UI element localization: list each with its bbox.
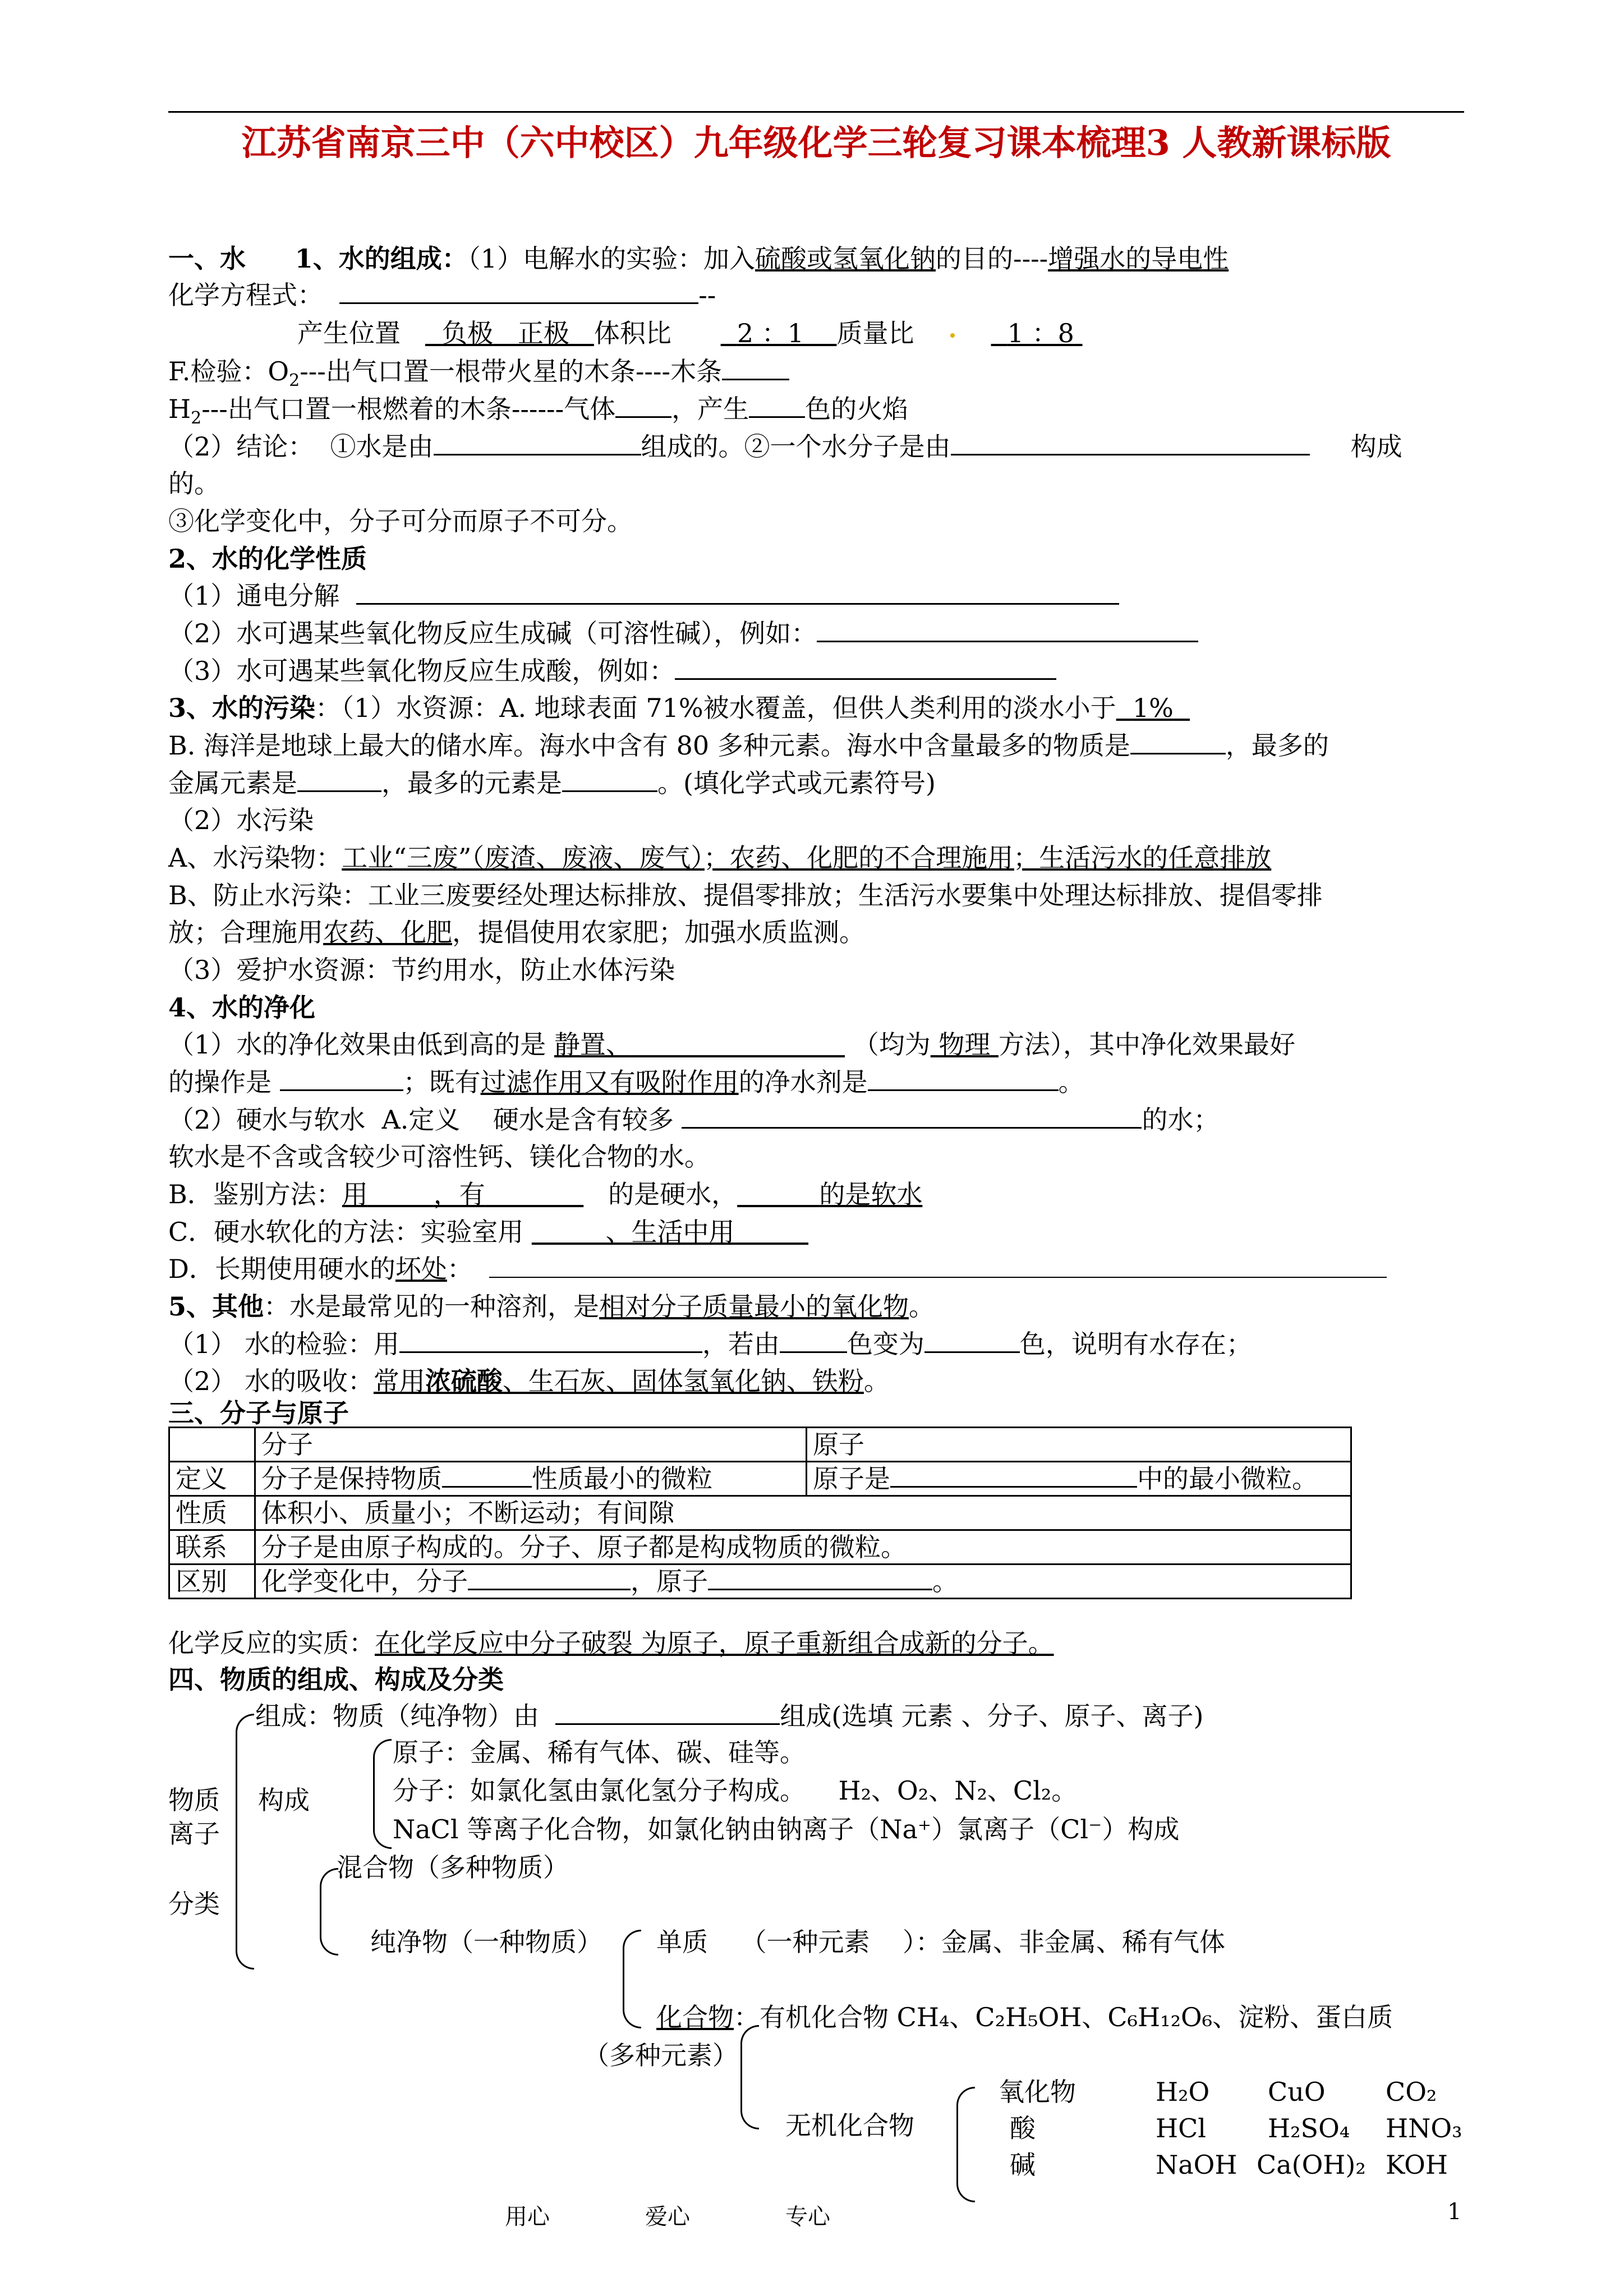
brace-classify: [320, 1868, 338, 1955]
table-row: 性质 体积小、质量小；不断运动；有间隙: [169, 1496, 1351, 1530]
line-7: 的。: [168, 468, 220, 499]
c-wuzhi: 物质: [168, 1785, 220, 1815]
heading-5: 四、物质的组成、构成及分类: [168, 1664, 504, 1695]
line-15: （2）水污染: [168, 805, 314, 835]
c-line-10: 无机化合物: [785, 2110, 914, 2141]
line-30: 化学反应的实质：在化学反应中分子破裂 为原子，原子重新组合成新的分子。: [168, 1628, 1054, 1658]
c-line-6: 纯净物（一种物质）: [370, 1927, 602, 1957]
heading-3: 三、分子与原子: [168, 1398, 349, 1428]
page-number: 1: [1447, 2199, 1462, 2225]
heading-4: 4、水的净化: [168, 992, 316, 1023]
line-4: F.检验：$O_2---$出气口置一根带火星的木条----木条: [168, 355, 789, 397]
line-11: （3）水可遇某些氧化物反应生成酸，例如：: [168, 655, 1056, 687]
inorg-row-1: 氧化物 H₂O CuO CO₂: [999, 2077, 1437, 2107]
line-18: 放；合理施用农药、化肥，提倡使用农家肥；加强水质监测。: [168, 917, 865, 947]
line-2: 化学方程式： --: [168, 280, 716, 310]
line-20: （1）水的净化效果由低到高的是 静置、 （均为 物理 方法），其中净化效果最好: [168, 1029, 1295, 1060]
line-29: （2） 水的吸收：常用浓硫酸、生石灰、固体氢氧化钠、铁粉。: [168, 1366, 890, 1396]
table-row: 定义 分子是保持物质 性质最小的微粒 原子是 中的最小微粒。: [169, 1462, 1351, 1496]
table-row: 区别 化学变化中，分子 ，原子 。: [169, 1565, 1351, 1599]
line-1: 一、水 1、水的组成：（1）电解水的实验：加入硫酸或氢氧化钠的目的----增强水的导电性: [168, 243, 1229, 274]
c-line-7: 单质 （一种元素 ）：金属、非金属、稀有气体: [656, 1927, 1225, 1957]
brace-structure: [373, 1739, 392, 1849]
brace-pure: [623, 1930, 641, 2028]
c-line-4: NaCl 等离子化合物，如氯化钠由钠离子（Na⁺）氯离子（Cl⁻）构成: [393, 1814, 1180, 1844]
line-17: B、防止水污染：工业三废要经处理达标排放、提倡零排放；生活污水要集中处理达标排放、提倡零排: [168, 880, 1323, 910]
c-line-2: 原子：金属、稀有气体、碳、硅等。: [393, 1737, 806, 1768]
page-title: 江苏省南京三中（六中校区）九年级化学三轮复习课本梳理3 人教新课标版: [241, 122, 1391, 163]
c-goucheng: 构成: [258, 1785, 310, 1815]
top-rule: [168, 111, 1464, 113]
brace-compound: [740, 2025, 759, 2129]
line-19: （3）爱护水资源：节约用水，防止水体污染: [168, 955, 675, 985]
brace-inorganic: [956, 2087, 975, 2202]
line-3: 产生位置 负极 正极 体积比 2 ：1 质量比 1 ：8: [297, 318, 1074, 348]
line-6: （2）结论： ①水是由 组成的。②一个水分子是由 构成: [168, 431, 1402, 462]
line-10: （2）水可遇某些氧化物反应生成碱（可溶性碱），例如：: [168, 617, 1198, 650]
footer-a: 用心: [505, 2204, 550, 2230]
c-line-8: 化合物：有机化合物 CH₄、C₂H₅OH、C₆H₁₂O₆、淀粉、蛋白质: [656, 2002, 1393, 2032]
line-12: 3、水的污染：（1）水资源：A. 地球表面 71%被水覆盖，但供人类利用的淡水小于 1%: [168, 693, 1174, 723]
table-row: 联系 分子是由原子构成的。分子、原子都是构成物质的微粒。: [169, 1530, 1351, 1565]
c-line-1: 组成：物质（纯净物）由 组成(选填 元素 、分子、原子、离子): [255, 1701, 1204, 1731]
inorg-row-3: 碱 NaOH Ca(OH)₂ KOH: [1010, 2150, 1448, 2180]
c-line-5: 混合物（多种物质）: [337, 1852, 569, 1883]
brace-substance: [236, 1714, 254, 1970]
line-24: B．鉴别方法：用 ，有 的是硬水， 的是软水: [168, 1179, 923, 1209]
line-23: 软水是不含或含较少可溶性钙、镁化合物的水。: [168, 1142, 710, 1172]
footer-b: 爱心: [645, 2204, 690, 2230]
c-line-3: 分子：如氯化氢由氯化氢分子构成。 H₂、O₂、N₂、Cl₂。: [393, 1775, 1078, 1806]
line-28: （1） 水的检验：用 ，若由 色变为 色，说明有水存在；: [168, 1329, 1252, 1359]
molecule-atom-table: [168, 1427, 1352, 1599]
heading-2: 2、水的化学性质: [168, 544, 367, 574]
line-16: A、水污染物：工业“三废”（废渣、废液、废气）；农药、化肥的不合理施用；生活污水的任意排放: [168, 843, 1272, 873]
line-21: 的操作是 ；既有过滤作用又有吸附作用的净水剂是 。: [168, 1067, 1084, 1097]
line-25: C．硬水软化的方法：实验室用 、生活中用: [168, 1217, 735, 1247]
table-row: 分子 原子: [169, 1428, 1351, 1462]
inorg-row-2: 酸 HCl H₂SO₄ HNO₃: [1010, 2113, 1462, 2143]
line-8: ③化学变化中，分子可分而原子不可分。: [168, 506, 633, 536]
footer-c: 专心: [785, 2204, 830, 2230]
c-fenlei: 分类: [168, 1889, 220, 1919]
c-line-9: （多种元素）: [583, 2040, 738, 2070]
c-lizi: 离子: [168, 1819, 220, 1849]
line-26: D．长期使用硬水的坏处：: [168, 1253, 1387, 1285]
line-5: $H_2---$出气口置一根燃着的木条------气体 ，产生 色的火焰: [168, 394, 909, 429]
line-22: （2）硬水与软水 A.定义 硬水是含有较多 的水；: [168, 1105, 1220, 1135]
line-14: 金属元素是 ，最多的元素是 。(填化学式或元素符号): [168, 768, 936, 798]
line-13: B. 海洋是地球上最大的储水库。海水中含有 80 多种元素。海水中含量最多的物质是 ，最多的: [168, 730, 1329, 761]
line-9: （1）通电分解: [168, 579, 1119, 612]
line-27: 5、其他：水是最常见的一种溶剂，是相对分子质量最小的氧化物。: [168, 1291, 935, 1322]
